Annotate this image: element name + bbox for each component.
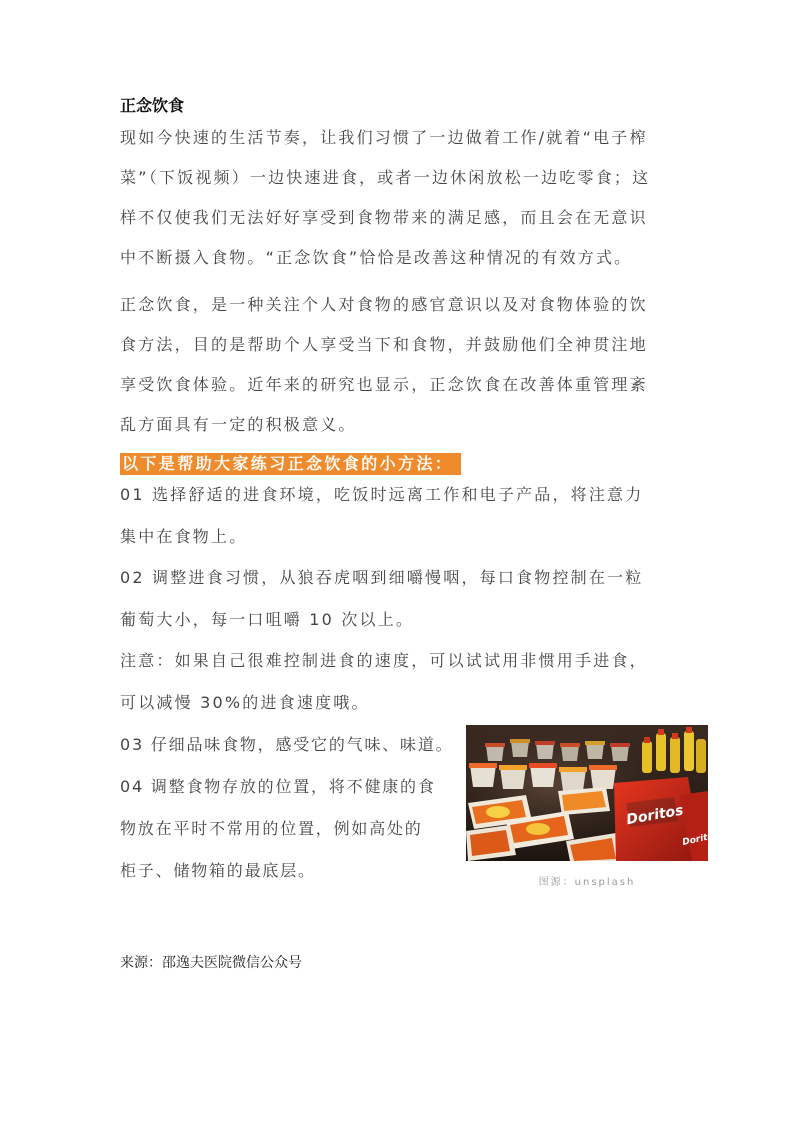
highlighted-heading: 以下是帮助大家练习正念饮食的小方法：	[120, 453, 461, 475]
definition-paragraph	[120, 285, 648, 445]
tip-1-paragraph	[120, 474, 643, 558]
paragraph-line: 葡萄大小，每一口咀嚼 10 次以上。	[120, 610, 415, 629]
paragraph-line: 享受饮食体验。近年来的研究也显示，正念饮食在改善体重管理紊	[120, 375, 648, 394]
paragraph-line: 正念饮食，是一种关注个人对食物的感官意识以及对食物体验的饮	[120, 295, 648, 314]
chip-bag-label-2: Doritos	[681, 830, 720, 848]
paragraph-line: 物放在平时不常用的位置，例如高处的	[120, 819, 423, 838]
intro-paragraph	[120, 118, 650, 278]
note-paragraph	[120, 640, 648, 724]
paragraph-line: 01 选择舒适的进食环境，吃饭时远离工作和电子产品，将注意力	[120, 485, 644, 504]
paragraph-line: 中不断摄入食物。“正念饮食”恰恰是改善这种情况的有效方式。	[120, 248, 633, 267]
tip-3-4-paragraph	[120, 724, 453, 892]
paragraph-line: 可以减慢 30%的进食速度哦。	[120, 693, 370, 712]
snack-photo	[466, 725, 720, 861]
paragraph-line: 乱方面具有一定的积极意义。	[120, 415, 357, 434]
paragraph-line: 食方法，目的是帮助个人享受当下和食物，并鼓励他们全神贯注地	[120, 335, 648, 354]
paragraph-line: 04 调整食物存放的位置，将不健康的食	[120, 777, 436, 796]
paragraph-line: 注意：如果自己很难控制进食的速度，可以试试用非惯用手进食，	[120, 651, 648, 670]
snack-photo-illustration	[466, 725, 720, 861]
paragraph-line: 样不仅使我们无法好好享受到食物带来的满足感，而且会在无意识	[120, 208, 648, 227]
paragraph-line: 集中在食物上。	[120, 527, 248, 546]
article-source: 来源：邵逸夫医院微信公众号	[120, 955, 302, 971]
paragraph-line: 柜子、储物箱的最底层。	[120, 861, 316, 880]
paragraph-line: 菜”（下饭视频）一边快速进食，或者一边休闲放松一边吃零食；这	[120, 168, 651, 187]
paragraph-line: 现如今快速的生活节奏，让我们习惯了一边做着工作/就着“电子榨	[120, 128, 648, 147]
paragraph-line: 02 调整进食习惯，从狼吞虎咽到细嚼慢咽，每口食物控制在一粒	[120, 568, 644, 587]
chip-bag-label: Doritos	[625, 802, 685, 829]
photo-caption: 图源：unsplash	[538, 877, 636, 888]
tip-2-paragraph	[120, 557, 643, 641]
article-title: 正念饮食	[120, 96, 185, 115]
paragraph-line: 03 仔细品味食物，感受它的气味、味道。	[120, 735, 454, 754]
